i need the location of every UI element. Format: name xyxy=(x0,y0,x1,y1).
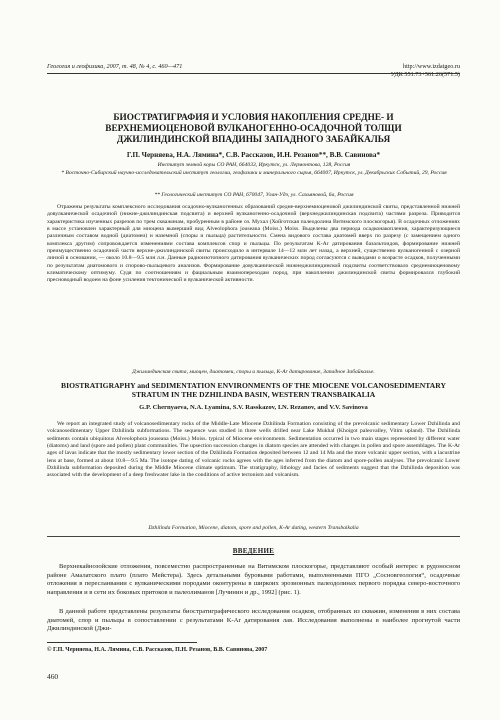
keywords-en: Dzhilinda Formation, Miocene, diatom, spore and pollen, K-Ar dating, western Transbaikalia xyxy=(148,525,359,531)
running-head-right xyxy=(391,63,460,79)
udc-code: УДК 551.73+561.26(571.5) xyxy=(390,71,460,78)
intro-paragraph-2: В данной работе представлены результаты биостратиграфического исследования осадков, отобранных из скважин, изменения в них состава диатомей, спор и пыльцы в сопоставлении с результатами K-Ar датирования лав. Исследования выполнены в наиболее прогнутой части Джилиндинской (Джи- xyxy=(47,608,460,633)
affiliation-1: Институт земной коры СО РАН, 664033, Иркутск, ул. Лермонтова, 128, Россия xyxy=(157,162,351,168)
footnote-rule xyxy=(47,642,197,643)
article-title-en: BIOSTRATIGRAPHY and SEDIMENTATION ENVIRONMENTS OF THE MIOCENE VOLCANOSEDIMENTARY STRATUM IN THE DZHILINDA BASIN, WESTERN TRANSBAIKALIA xyxy=(61,381,446,400)
page-number: 460 xyxy=(47,672,59,681)
authors-en: G.P. Chernyaeva, N.A. Lyamina, S.V. Rasskazov, I.N. Rezanov, and V.V. Savinova xyxy=(139,404,368,411)
authors-ru: Г.П. Черняева, Н.А. Лямина*, С.В. Рассказов, И.Н. Резанов**, В.В. Савинова* xyxy=(126,151,381,159)
keywords-ru: Джилиндинская свита, миоцен, диатомеи, споры и пыльца, K-Ar датирование, Западное Забайкалье. xyxy=(132,369,375,375)
journal-citation: Геология и геофизика, 2007, т. 48, № 4, с. 460—471 xyxy=(47,63,183,70)
intro-paragraph-1: Верхнекайнозойские отложения, повсеместно распространенные на Витимском плоскогорье, представляют особый интерес в рудоносном районе Амалатского плато (плато Мейстера). Здесь детальными буровыми работами, выполненными ПГО „Сосновгеология“, осадочные отложения в пересланвании с вулканическими породами оконтурены в ширкоих эрозионных палеодолинах первого порядка северо-восточного направления и в сети их боковых притоков и палеолиманов [Лучинин и др., 1992] (рис. 1). xyxy=(47,563,460,596)
article-title-ru: БИОСТРАТИГРАФИЯ И УСЛОВИЯ НАКОПЛЕНИЯ СРЕДНЕ- И ВЕРХНЕМИОЦЕНОВОЙ ВУЛКАНОГЕННО-ОСАДОЧНОЙ ТОЛЩИ ДЖИЛИНДИНСКОЙ ВПАДИНЫ ЗАПАДНОГО ЗАБАЙКАЛЬЯ xyxy=(105,113,402,145)
journal-site-link[interactable]: http://www.izdatgeo.ru xyxy=(403,63,460,70)
affiliation-2: * Восточно-Сибирский научно-исследовательский институт геологии, геофизики и минерального сырья, 664007, Иркутск, ул. Декабрьских Событий, 29, Россия xyxy=(61,170,447,176)
copyright-line: © Г.П. Черняева, Н.А. Лямина, С.В. Рассказов, П.Н. Резанов, В.В. Савинова, 2007 xyxy=(47,647,268,653)
section-rule xyxy=(47,536,460,537)
affiliation-3: ** Геологический институт СО РАН, 670047, Улан-Удэ, ул. Сахьяновой, 6а, Россия xyxy=(154,192,354,198)
header-rule xyxy=(47,73,460,74)
section-title-introduction: ВВЕДЕНИЕ xyxy=(232,547,275,555)
abstract-en: We report an integrated study of volcanosedimentary rocks of the Middle-Late Miocene Dzhilinda Formation consisting of the prevolcanic sedimentary Lower Dzhilinda and volcanosedimentary Upper Dzhilinda subformations. The sequence was studied in three wells drilled near Lake Mukhal (Khoigot paleovalley, Vitim upland). The Dzhilinda sediments contain ubiquitous Alveolophora jouseana (Moiss.) Moiss. typical of Miocene environments. Sedimentation occurred in two main stages represented by different water (diatoms) and land (spore and pollen) plant communities. The upsection succession changes in diatom species are attended with changes in pollen and spore assemblages. The K-Ar ages of lavas indicate that the mostly sedimentary lower section of the Dzhilinda Formation deposited between 12 and 14 Ma and the more volcanic upper section, with a lacustrine lens at base, formed at about 10.8—9.5 Ma. The isotope dating of volcanic rocks agrees with the ages inferred from the diatom and spore-pollen analyses. The prevolcanic Lower Dzhilinda subformation deposited during the Middle Miocene climate optimum. The stratigraphy, lithology and facies of sediments suggest that the Dzhilinda deposition was associated with the development of a deep freshwater lake in the conditions of active tectonism and volcanism. xyxy=(47,421,460,479)
abstract-ru: Отражены результаты комплексного исследования осадочно-вулканогенных образований средне-верхнемиоценовой джилиндинской свиты, представленной нижней довулканической осадочной (нижне-джилиндинская подсвита) и верхней вулканогенно-осадочной (верхнеджилиндинская подсвита) частями разреза. Приводится характеристика изученных разрезов по трем скважинам, пробуренным в районе оз. Мухал (Хойготская палеодолина Витимского плоскогорья). В осадочных отложениях в массе установлен характерный для миоцена вымерший вид Alveolophora jouseana (Moiss.) Moiss. Выделены два периода осадконакопления, характеризующиеся различным составом водной (диатомеи) и наземной (споры и пыльца) растительности. Смена видового состава диатомей вверх по разрезу (с замещением одного комплекса другим) сопровождается изменениями состава комплексов спор и пыльцы. По результатам K-Ar датирования базальтоидов, формирование нижней преимущественно осадочной части верхне-джилиндинской свиты происходило в интервале 14—12 млн лет назад, а верхней, существенно вулканогенной с озерной линзой в основании, — около 10.8—9.5 млн л.н. Данные радиоизотопного датирования вулканических пород согласуются с выводами о возрасте осадков, полученными по результатам диатомового и спорово-пыльцевого анализов. Формирование довулканической нижнеджилиндинской подсвиты соответствовало среднемиоценовому климатическому оптимуму. Судя по соотношениям и фациальным взаимопереходам пород, при накоплении джилиндинской свиты формировался глубокий пресноводный водоем на фоне усиления тектонической и вулканической активности. xyxy=(47,204,460,284)
